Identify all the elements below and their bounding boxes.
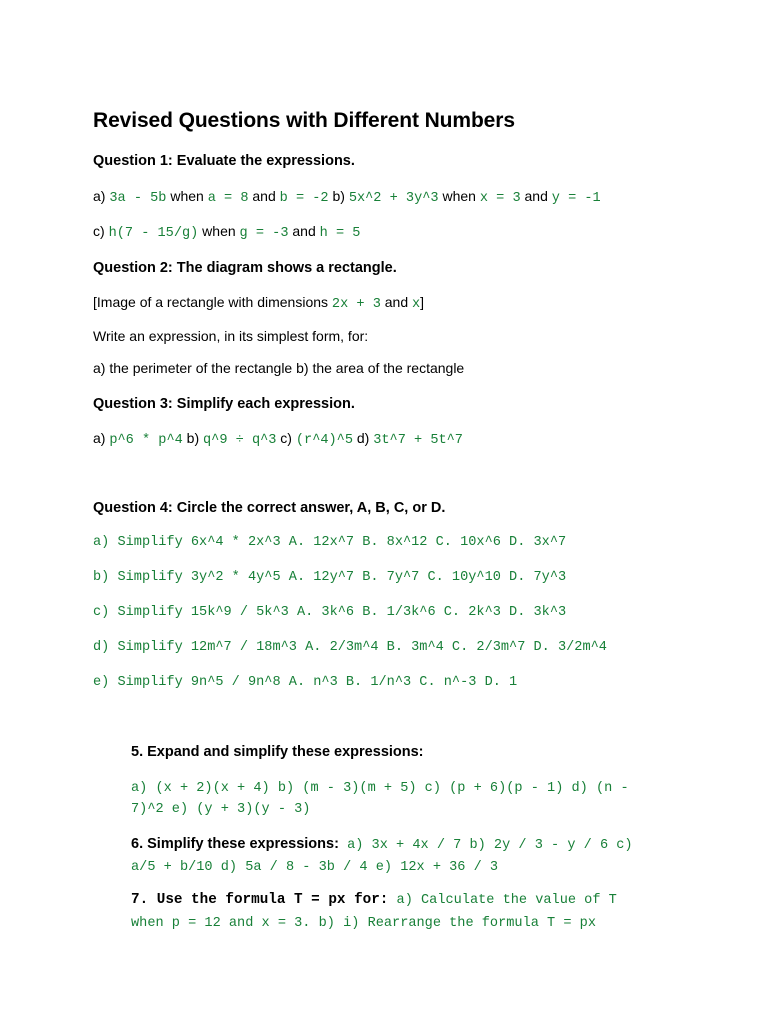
text: and — [520, 188, 552, 204]
dimension: 2x + 3 — [331, 297, 381, 312]
question-5-heading: 5. Expand and simplify these expressions: — [131, 744, 424, 760]
text: when — [166, 188, 208, 204]
question-6 — [131, 833, 641, 877]
expression: p^6 * p^4 — [109, 433, 183, 448]
question-3-line — [93, 429, 463, 450]
dimension: x — [412, 297, 421, 312]
question-7-body: a) Calculate the value of T when p = 12 and x = 3. b) i) Rearrange the formula T = px — [131, 893, 617, 931]
part-label: c) — [93, 223, 109, 239]
text: when — [198, 223, 240, 239]
question-4-heading: Question 4: Circle the correct answer, A, B, C, or D. — [93, 500, 446, 516]
text: ] — [420, 294, 425, 310]
part-label: d) — [352, 430, 374, 446]
part-label: c) — [276, 430, 296, 446]
question-4-item: a) Simplify 6x^4 * 2x^3 A. 12x^7 B. 8x^12 C. 10x^6 D. 3x^7 — [93, 535, 567, 550]
question-3-heading: Question 3: Simplify each expression. — [93, 396, 355, 412]
part-label: a) — [93, 430, 110, 446]
question-4-item: e) Simplify 9n^5 / 9n^8 A. n^3 B. 1/n^3 C. n^-3 D. 1 — [93, 675, 518, 690]
question-4-item: b) Simplify 3y^2 * 4y^5 A. 12y^7 B. 7y^7 C. 10y^10 D. 7y^3 — [93, 570, 567, 585]
question-2-heading: Question 2: The diagram shows a rectangle. — [93, 260, 397, 276]
question-4-item: c) Simplify 15k^9 / 5k^3 A. 3k^6 B. 1/3k^6 C. 2k^3 D. 3k^3 — [93, 605, 567, 620]
question-7-heading: 7. Use the formula T = px for: — [131, 892, 389, 908]
question-1-line-1 — [93, 187, 601, 208]
expression: 3a - 5b — [109, 191, 167, 206]
expression: h(7 - 15/g) — [108, 226, 199, 241]
text: and — [248, 188, 280, 204]
text: [Image of a rectangle with dimensions — [93, 294, 332, 310]
condition: x = 3 — [479, 191, 521, 206]
expression: (r^4)^5 — [295, 433, 353, 448]
question-2-instruction: Write an expression, in its simplest form, for: — [93, 328, 369, 344]
question-6-heading: 6. Simplify these expressions: — [131, 836, 339, 852]
question-2-image-line — [93, 293, 424, 314]
question-4-item: d) Simplify 12m^7 / 18m^3 A. 2/3m^4 B. 3m^4 C. 2/3m^7 D. 3/2m^4 — [93, 640, 607, 655]
text: when — [438, 188, 480, 204]
text: and — [288, 223, 320, 239]
question-2-parts: a) the perimeter of the rectangle b) the area of the rectangle — [93, 360, 465, 376]
part-label: a) — [93, 188, 110, 204]
condition: a = 8 — [207, 191, 249, 206]
expression: q^9 ÷ q^3 — [203, 433, 277, 448]
condition: b = -2 — [279, 191, 329, 206]
condition: h = 5 — [319, 226, 361, 241]
question-1-line-2 — [93, 222, 360, 243]
part-label: b) — [328, 188, 349, 204]
expression: 3t^7 + 5t^7 — [373, 433, 463, 448]
question-5-body: a) (x + 2)(x + 4) b) (m - 3)(m + 5) c) (p + 6)(p - 1) d) (n - 7)^2 e) (y + 3)(y - 3) — [131, 781, 629, 817]
expression: 5x^2 + 3y^3 — [348, 191, 439, 206]
condition: g = -3 — [239, 226, 289, 241]
question-7 — [131, 888, 641, 933]
question-6-body: a) 3x + 4x / 7 b) 2y / 3 - y / 6 c) a/5 + b/10 d) 5a / 8 - 3b / 4 e) 12x + 36 / 3 — [131, 838, 633, 875]
part-label: b) — [182, 430, 203, 446]
condition: y = -1 — [551, 191, 601, 206]
text: and — [380, 294, 412, 310]
page-title: Revised Questions with Different Numbers — [93, 109, 515, 132]
question-1-heading: Question 1: Evaluate the expressions. — [93, 153, 355, 169]
